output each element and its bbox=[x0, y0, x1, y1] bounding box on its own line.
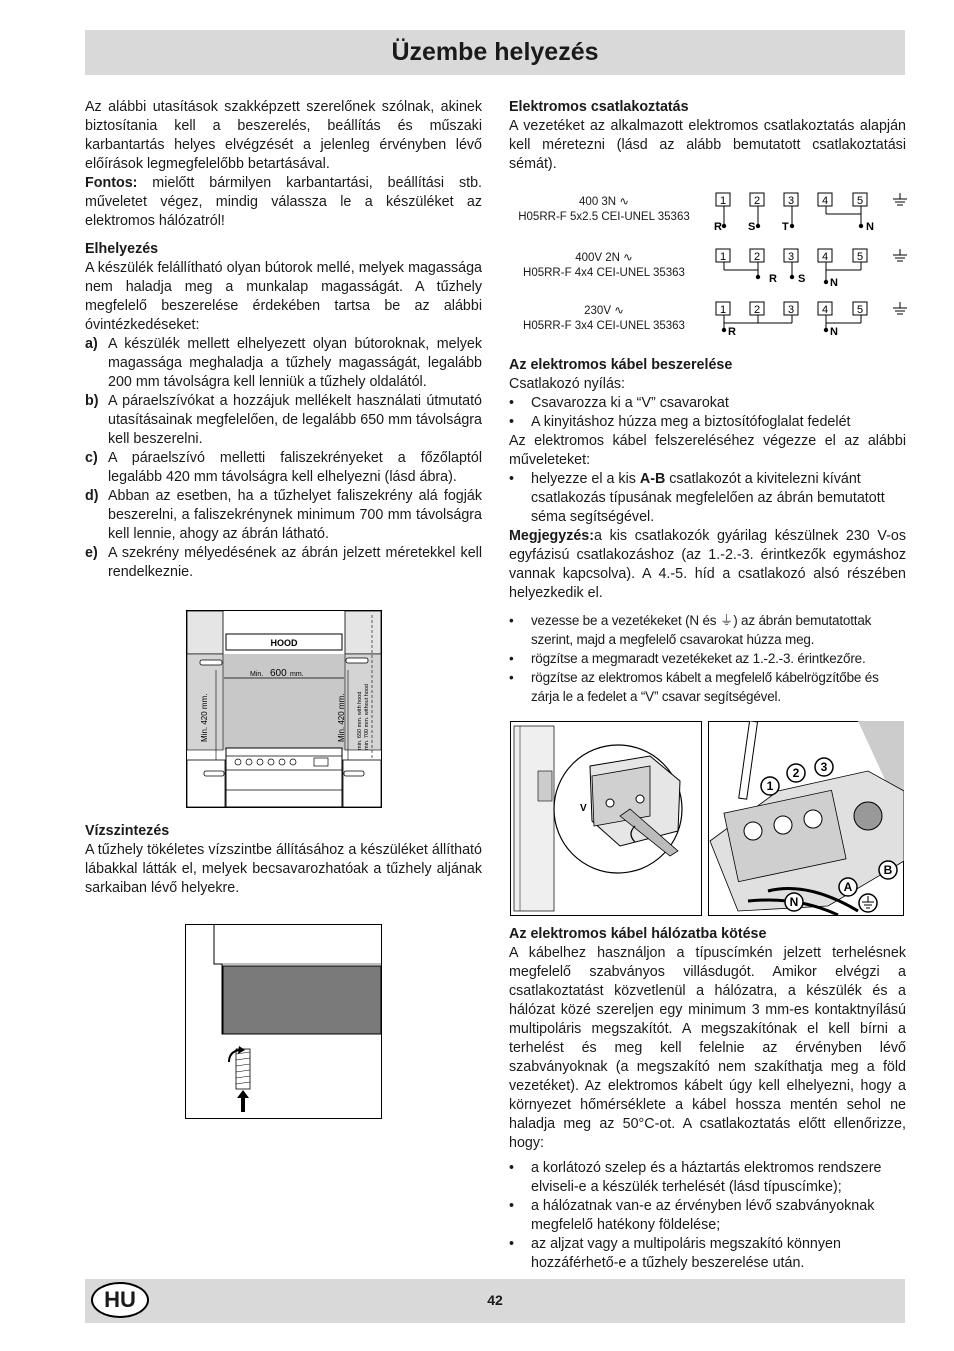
bullet-text: vezesse be a vezetékeket (N és ⏚) az ábrán bemutatottak szerint, majd a megfelelő csavarokat húzza meg. bbox=[531, 613, 872, 647]
bullet-icon: • bbox=[509, 613, 514, 628]
bullet-text: rögzítse a megmaradt vezetékeket az 1.-2.-3. érintkezőre. bbox=[531, 651, 866, 666]
wire-r: R bbox=[714, 221, 722, 233]
bullet-icon: • bbox=[509, 414, 515, 430]
wire-s: S bbox=[748, 221, 756, 233]
photo-label-1: 1 bbox=[766, 779, 774, 793]
wire-n: N bbox=[866, 221, 874, 233]
list-item bbox=[509, 649, 906, 668]
bullet-text: a korlátozó szelep és a háztartás elektromos rendszere elviseli-e a készülék terhelését (lásd típuscímke); bbox=[531, 1160, 882, 1195]
network-section bbox=[509, 925, 906, 1273]
ground-icon bbox=[859, 894, 877, 912]
terminal-block bbox=[713, 248, 909, 292]
terminal-1: 1 bbox=[719, 195, 727, 207]
list-item bbox=[509, 1235, 906, 1273]
elec-text: A vezetéket az alkalmazott elektromos csatlakoztatás alapján kell méretezni (lásd az alább bemutatott csatlakoztatási sémát). bbox=[509, 118, 906, 172]
photo-label-3: 3 bbox=[820, 760, 828, 774]
important-paragraph bbox=[85, 174, 482, 231]
terminal-4: 4 bbox=[821, 251, 829, 263]
terminal-4: 4 bbox=[821, 195, 829, 207]
ac-icon: ∿ bbox=[614, 305, 624, 317]
terminal-5: 5 bbox=[856, 304, 864, 316]
page-number: 42 bbox=[487, 1292, 503, 1308]
cable-section bbox=[509, 356, 906, 706]
bullet-text: az aljzat vagy a multipoláris megszakító könnyen hozzáférhető-e a tűzhely beszerelése után. bbox=[531, 1236, 841, 1271]
title-bar bbox=[85, 30, 905, 75]
bullet-text: rögzítse az elektromos kábelt a megfelelő kábelrögzítőbe és zárja le a fedelet a “V” csavar segítségével. bbox=[531, 670, 879, 704]
terminal-4: 4 bbox=[821, 304, 829, 316]
wire-n: N bbox=[830, 326, 838, 338]
list-text: A páraelszívó melletti faliszekrényeket a főzőlaptól legalább 420 mm távolságra kell elhelyezni (lásd ábra). bbox=[108, 450, 482, 485]
language-badge: HU bbox=[91, 1282, 149, 1318]
list-item bbox=[509, 611, 906, 649]
bullet-icon: • bbox=[509, 1160, 515, 1176]
note-paragraph bbox=[509, 527, 906, 603]
photo-label-v: V bbox=[580, 803, 587, 814]
wiring-schemes bbox=[509, 192, 909, 352]
wire-t: T bbox=[782, 221, 789, 233]
min600-b: 600 bbox=[270, 668, 287, 679]
list-marker: d) bbox=[85, 488, 99, 504]
terminal-3: 3 bbox=[787, 251, 795, 263]
terminal-2: 2 bbox=[753, 304, 761, 316]
page-title: Üzembe helyezés bbox=[391, 38, 599, 66]
terminal-5: 5 bbox=[856, 251, 864, 263]
photo-label-b: B bbox=[883, 863, 893, 877]
terminal-block-illustration bbox=[708, 721, 904, 916]
list-marker: e) bbox=[85, 545, 98, 561]
hood-note-2: min. 700 mm. without hood bbox=[364, 683, 370, 750]
list-item bbox=[85, 449, 482, 487]
wire-r: R bbox=[728, 326, 736, 338]
terminal-2: 2 bbox=[753, 251, 761, 263]
wire-n: N bbox=[830, 277, 838, 289]
terminal-1: 1 bbox=[719, 251, 727, 263]
terminal-cover-illustration bbox=[510, 721, 702, 916]
terminal-block bbox=[713, 192, 909, 236]
wire-r: R bbox=[769, 273, 777, 285]
min420-left: Min. 420 mm. bbox=[200, 693, 209, 742]
ac-icon: ∿ bbox=[619, 196, 629, 208]
hood-label: HOOD bbox=[270, 638, 298, 648]
wiring-row bbox=[509, 248, 909, 294]
ground-icon bbox=[893, 249, 907, 261]
note-label: Megjegyzés: bbox=[509, 528, 595, 544]
min420-right: Min. 420 mm. bbox=[337, 693, 346, 742]
wiring-voltage: 400 3N bbox=[579, 196, 617, 208]
list-item bbox=[509, 470, 906, 527]
photo-label-a: A bbox=[843, 880, 853, 894]
bullet-icon: • bbox=[509, 471, 515, 487]
list-marker: b) bbox=[85, 393, 99, 409]
leveling-text: A tűzhely tökéletes vízszintbe állításához a készüléket állítható lábakkal látták el, melyek becsavarozhatóak a tűzhely aljának sarkaiban lévő helyekre. bbox=[85, 842, 482, 896]
placement-heading: Elhelyezés bbox=[85, 241, 159, 257]
cable-intro: Csatlakozó nyílás: bbox=[509, 376, 626, 392]
list-item bbox=[509, 413, 906, 432]
photo-label-2: 2 bbox=[792, 766, 800, 780]
ground-icon bbox=[893, 193, 907, 205]
min600-a: Min. bbox=[250, 671, 264, 678]
bullet-text: csatlakozót a kivitelezni kívánt csatlakozás típusának megfelelően az ábrán bemutatott séma segítségével. bbox=[531, 471, 885, 525]
list-item bbox=[509, 1159, 906, 1197]
bullet-icon: • bbox=[509, 651, 514, 666]
list-text: Abban az esetben, ha a tűzhelyet faliszekrény alá fogják beszerelni, a faliszekrénynek minimum 700 mm távolságra kell lennie, ahogy az ábrán látható. bbox=[108, 488, 482, 542]
ground-icon bbox=[893, 302, 907, 314]
connector-ab-label: A-B bbox=[639, 471, 666, 487]
list-item bbox=[509, 1197, 906, 1235]
bullet-icon: • bbox=[509, 395, 515, 411]
photo-label-n: N bbox=[789, 895, 799, 909]
list-text: A páraelszívókat a hozzájuk mellékelt használati útmutató utasításainak megfelelően, de legalább 650 mm távolságra kell beszerelni. bbox=[108, 393, 482, 447]
list-item bbox=[85, 544, 482, 582]
list-item bbox=[85, 392, 482, 449]
cable-heading: Az elektromos kábel beszerelése bbox=[509, 357, 733, 373]
min600-c: mm. bbox=[290, 671, 304, 678]
list-text: A készülék mellett elhelyezett olyan bútoroknak, melyek magassága meghaladja a tűzhely magasságát, legalább 200 mm távolságra kell lenniük a tűzhely oldalától. bbox=[108, 336, 482, 390]
wiring-cable: H05RR-F 3x4 CEI-UNEL 35363 bbox=[523, 320, 685, 332]
leveling-section bbox=[85, 822, 482, 898]
bullet-icon: • bbox=[509, 1198, 515, 1214]
terminal-2: 2 bbox=[753, 195, 761, 207]
terminal-3: 3 bbox=[787, 304, 795, 316]
bullet-icon: • bbox=[509, 670, 514, 685]
bullet-text: helyezze el a kis bbox=[531, 471, 640, 487]
network-text: A kábelhez használjon a típuscímkén jelzett terhelésnek megfelelő szabványos villásdugót. Amikor elvégzi a csatlakoztatást közvetlenül a hálózatra, a készülék és a hálózat közé szereljen egy minimum 3 mm-es kontaktnyílású multipoláris megszakítót. A megszakítónak el kell bírni a terhelést és meg kell felelnie az érvényben lévő szabványoknak (a megszakító nem szakíthatja meg a föld vezetéket). Az elektromos kábelt úgy kell elhelyezni, hogy a környezet hőmérséklete a kábel hossza mentén sehol ne haladja meg az 50°C-ot. A csatlakoztatás előtt ellenőrizze, hogy: bbox=[509, 945, 906, 1151]
intro-paragraph: Az alábbi utasítások szakképzett szerelőnek szólnak, akinek biztosítania kell a beszerelés, beállítás és műszaki karbantartás helyes elvégzését a jelenleg érvényben lévő előírások legmegfelelőbb betartásával. bbox=[85, 99, 482, 172]
wiring-row bbox=[509, 301, 909, 347]
hood-note-1: min. 650 mm. with hood bbox=[357, 691, 363, 750]
elec-heading: Elektromos csatlakoztatás bbox=[509, 99, 689, 115]
terminal-block bbox=[713, 301, 909, 345]
cable-ops: Az elektromos kábel felszereléséhez végezze el az alábbi műveleteket: bbox=[509, 433, 906, 468]
footer-bar bbox=[85, 1279, 905, 1323]
list-marker: c) bbox=[85, 450, 98, 466]
list-item bbox=[509, 668, 906, 706]
wire-s: S bbox=[798, 273, 806, 285]
list-text: A szekrény mélyedésének az ábrán jelzett méretekkel kell rendelkeznie. bbox=[108, 545, 482, 580]
bullet-text: a hálózatnak van-e az érvényben lévő szabványoknak megfelelő hatékony földelése; bbox=[531, 1198, 875, 1233]
bullet-text: Csavarozza ki a “V” csavarokat bbox=[531, 395, 729, 411]
terminal-3: 3 bbox=[787, 195, 795, 207]
wiring-voltage: 230V bbox=[584, 305, 611, 317]
wiring-cable: H05RR-F 5x2.5 CEI-UNEL 35363 bbox=[518, 211, 690, 223]
list-item bbox=[509, 394, 906, 413]
left-column bbox=[85, 98, 482, 582]
placement-text: A készülék felállítható olyan bútorok mellé, melyek magassága nem haladja meg a munkalap magasságát. A tűzhely megfelelő beszerelése érdekében tartsa be az alábbi óvintézkedéseket: bbox=[85, 260, 482, 333]
network-heading: Az elektromos kábel hálózatba kötése bbox=[509, 926, 767, 942]
bullet-icon: • bbox=[509, 1236, 515, 1252]
list-marker: a) bbox=[85, 336, 98, 352]
right-column bbox=[509, 98, 906, 174]
important-text: mielőtt bármilyen karbantartási, beállítási stb. műveletet végez, mindig válassza le a készüléket az elektromos hálózatról! bbox=[85, 175, 482, 229]
wiring-row bbox=[509, 192, 909, 238]
important-label: Fontos: bbox=[85, 175, 138, 191]
wiring-voltage: 400V 2N bbox=[575, 252, 620, 264]
list-item bbox=[85, 487, 482, 544]
terminal-1: 1 bbox=[719, 304, 727, 316]
leveling-diagram bbox=[185, 924, 382, 1119]
wiring-cable: H05RR-F 4x4 CEI-UNEL 35363 bbox=[523, 267, 685, 279]
ac-icon: ∿ bbox=[623, 252, 633, 264]
clearance-diagram bbox=[186, 610, 382, 808]
note-text: a kis csatlakozók gyárilag készülnek 230 V-os egyfázisú csatlakozáshoz (az 1.-2.-3. érintkezők egymáshoz vannak kapcsolva). A 4.-5. híd a csatlakozó alsó részében helyezkedik el. bbox=[509, 528, 906, 601]
bullet-text: A kinyitáshoz húzza meg a biztosítófoglalat fedelét bbox=[531, 414, 851, 430]
terminal-5: 5 bbox=[856, 195, 864, 207]
list-item bbox=[85, 335, 482, 392]
leveling-heading: Vízszintezés bbox=[85, 823, 170, 839]
